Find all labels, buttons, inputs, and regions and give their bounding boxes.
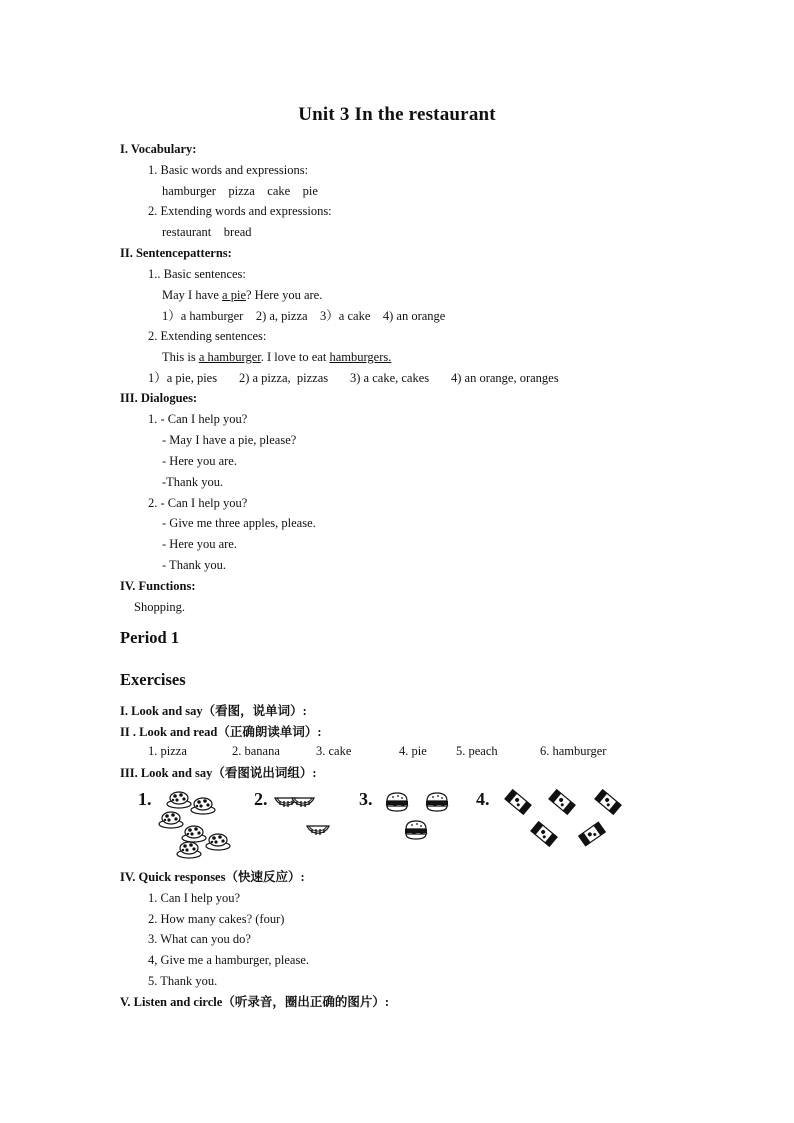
snack-bar-icon — [549, 790, 575, 815]
quick-response-item: 1. Can I help you? — [148, 891, 240, 905]
basic-sentence-post: ? Here you are. — [246, 288, 323, 302]
word-item: 3. cake — [316, 744, 352, 758]
exercise-2-heading: II . Look and read（正确朗读单词）: — [120, 725, 322, 739]
ext-sentence-pre: This is — [162, 350, 199, 364]
word-item: 6. hamburger — [540, 744, 607, 758]
word-item: 4. pie — [399, 744, 427, 758]
dialogue-1-line-3: - Here you are. — [162, 454, 237, 468]
ext-sentence-underlined-1: a hamburger — [198, 350, 261, 364]
quick-response-item: 4, Give me a hamburger, please. — [148, 953, 310, 967]
watermelon-icon — [307, 826, 329, 835]
hamburger-icon — [386, 793, 408, 811]
functions-text: Shopping. — [134, 600, 186, 614]
exercises-heading: Exercises — [120, 670, 186, 689]
picture-label-4: 4. — [476, 789, 490, 809]
picture-label-3: 3. — [359, 789, 373, 809]
dialogue-1-line-4: -Thank you. — [162, 475, 224, 489]
extending-sentences-label: 2. Extending sentences: — [148, 329, 267, 343]
picture-label-2: 2. — [254, 789, 268, 809]
ext-sentence-underlined-2: hamburgers. — [329, 350, 392, 364]
cake-icon — [177, 842, 201, 858]
exercise-1-heading: I. Look and say（看图，说单词）: — [120, 704, 307, 718]
dialogue-2-line-2: - Give me three apples, please. — [162, 516, 316, 530]
vocabulary-heading: I. Vocabulary: — [120, 142, 197, 156]
cake-icon — [182, 826, 206, 842]
snack-bar-icon — [595, 790, 621, 815]
word-item: 1. pizza — [148, 744, 187, 758]
basic-words: hamburger pizza cake pie — [162, 184, 318, 198]
basic-sentence-underlined: a pie — [222, 288, 246, 302]
quick-response-item: 2. How many cakes? (four) — [148, 912, 285, 926]
snack-bar-icon — [531, 822, 557, 847]
cake-icon — [159, 812, 183, 828]
extending-sentence-options: 1）a pie, pies 2) a pizza, pizzas 3) a cake, cakes 4) an orange, oranges — [148, 371, 559, 385]
cake-icon — [206, 834, 230, 850]
dialogues-heading: III. Dialogues: — [120, 391, 198, 405]
dialogue-1-line-2: - May I have a pie, please? — [162, 433, 297, 447]
exercise-5-heading: V. Listen and circle（听录音，圈出正确的图片）: — [120, 995, 389, 1009]
dialogue-2-line-3: - Here you are. — [162, 537, 237, 551]
snack-bar-icon — [579, 822, 606, 846]
extending-words: restaurant bread — [162, 225, 252, 239]
cake-icon — [191, 798, 215, 814]
extending-sentence — [162, 349, 391, 365]
basic-sentence-pre: May I have — [162, 288, 223, 302]
hamburger-icon — [426, 793, 448, 811]
exercise-3-heading: III. Look and say（看图说出词组）: — [120, 766, 317, 780]
basic-words-label: 1. Basic words and expressions: — [148, 163, 309, 177]
quick-response-item: 3. What can you do? — [148, 932, 251, 946]
exercise-4-heading: IV. Quick responses（快速反应）: — [120, 870, 305, 884]
exercise-2-words — [0, 744, 794, 760]
dialogue-1-line-1: 1. - Can I help you? — [148, 412, 248, 426]
exercise-3-pictures — [0, 784, 794, 864]
basic-sentence — [162, 287, 322, 303]
watermelon-icon — [292, 798, 314, 807]
basic-sentence-options: 1）a hamburger 2) a, pizza 3）a cake 4) an orange — [162, 309, 446, 323]
dialogue-2-line-4: - Thank you. — [162, 558, 226, 572]
extending-words-label: 2. Extending words and expressions: — [148, 204, 332, 218]
basic-sentences-label: 1.. Basic sentences: — [148, 267, 246, 281]
period-heading: Period 1 — [120, 628, 180, 647]
word-item: 5. peach — [456, 744, 498, 758]
sentence-patterns-heading: II. Sentencepatterns: — [120, 246, 232, 260]
quick-response-item: 5. Thank you. — [148, 974, 218, 988]
functions-heading: IV. Functions: — [120, 579, 196, 593]
snack-bar-icon — [505, 790, 531, 815]
ext-sentence-mid: . I love to eat — [260, 350, 330, 364]
hamburger-icon — [405, 821, 427, 839]
picture-label-1: 1. — [138, 789, 152, 809]
page-title: Unit 3 In the restaurant — [298, 104, 496, 125]
word-item: 2. banana — [232, 744, 280, 758]
dialogue-2-line-1: 2. - Can I help you? — [148, 496, 248, 510]
cake-icon — [167, 792, 191, 808]
